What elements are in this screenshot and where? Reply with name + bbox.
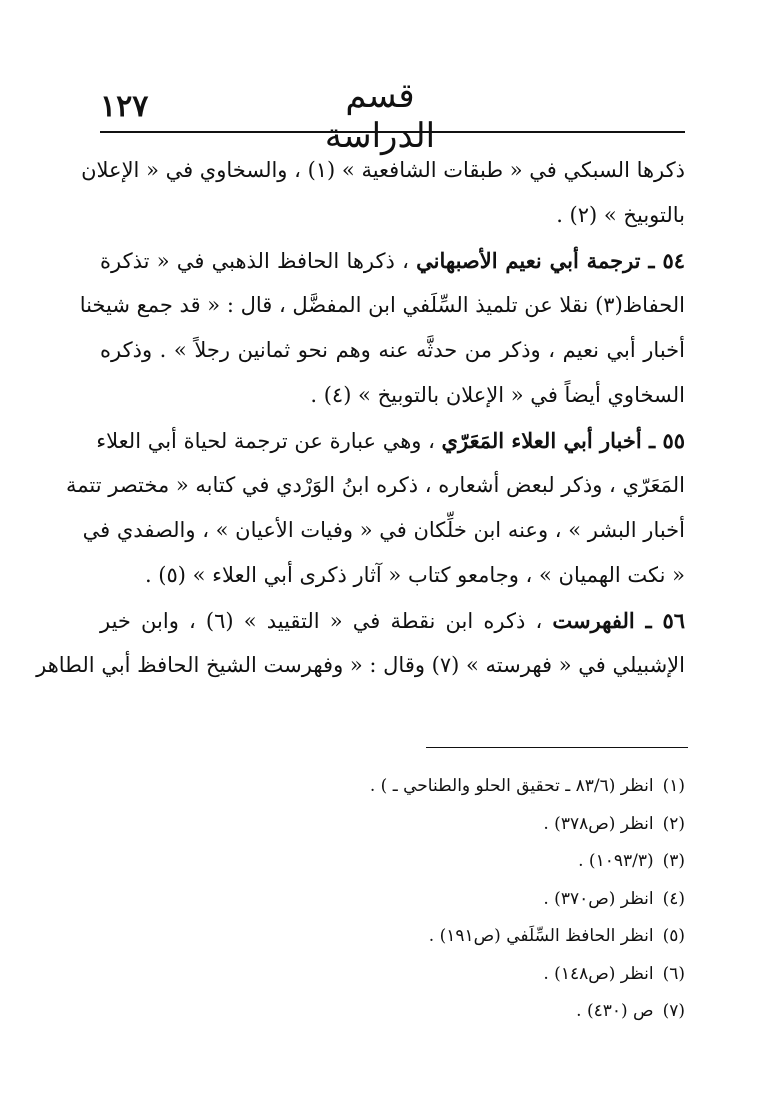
footnote-number: (٧) [662,1001,685,1021]
footnote-number: (٤) [662,888,685,909]
footnote-3 [100,843,685,881]
footnote-text: ص (٤٣٠) . [576,1001,654,1021]
footnote-6 [100,956,685,994]
footnotes [100,768,685,1031]
text-line-9: أخبار البشر » ، وعنه ابن خلِّكان في « وفيات الأعيان » ، والصفدي في [82,518,685,542]
header-rule [100,131,685,133]
footnote-4 [100,881,685,919]
footnote-number: (٢) [662,813,685,834]
entry-55-heading-line: ٥٥ ـ أخبار أبي العلاء المَعَرّي ، وهي عبارة عن ترجمة لحياة أبي العلاء [96,428,685,453]
footnote-text: انظر (ص٣٧٠) . [543,888,654,909]
footnote-number: (٦) [662,963,685,984]
text-line-2: بالتوبيخ » (٢) . [556,203,685,227]
text-line-5: أخبار أبي نعيم ، وذكر من حدثَّه عنه وهم نحو ثمانين رجلاً » . وذكره [100,338,685,362]
running-header-title: قسم الدراسة [324,76,436,156]
text-line-1: ذكرها السبكي في « طبقات الشافعية » (١) ، والسخاوي في « الإعلان [81,158,685,182]
text-line-10: « نكت الهميان » ، وجامعو كتاب « آثار ذكرى أبي العلاء » (٥) . [144,563,685,587]
footnote-text: انظر (ص٣٧٨) . [543,813,654,834]
footnote-number: (٥) [662,926,685,946]
footnote-2 [100,806,685,844]
text-line-8: المَعَرّي ، وذكر لبعض أشعاره ، ذكره ابنُ الوَرْدي في كتابه « مختصر تتمة [66,473,685,497]
footnote-rule [426,747,688,748]
entry-56-title: ٥٦ ـ الفهرست [552,608,685,633]
text-line-12: الإشبيلي في « فهرسته » (٧) وقال : « وفهرست الشيخ الحافظ أبي الطاهر [36,653,685,677]
footnote-7 [100,993,685,1031]
page-number: ١٢٧ [100,89,149,124]
entry-55-title: ٥٥ ـ أخبار أبي العلاء المَعَرّي [441,428,685,453]
footnote-text: انظر (٨٣/٦ ـ تحقيق الحلو والطناحي ـ ) . [369,776,654,796]
footnote-1 [100,768,685,806]
footnote-5 [100,918,685,956]
footnote-number: (١) [662,776,685,796]
footnote-number: (٣) [662,851,685,871]
footnote-text: انظر الحافظ السِّلَفي (ص١٩١) . [428,926,654,946]
text-line-4: الحفاظ(٣) نقلا عن تلميذ السِّلَفي ابن المفضَّل ، قال : « قد جمع شيخنا [79,293,685,317]
entry-56-heading-line: ٥٦ ـ الفهرست ، ذكره ابن نقطة في « التقييد » (٦) ، وابن خير [100,608,685,633]
footnote-text: انظر (ص١٤٨) . [543,963,654,984]
entry-54-heading-line: ٥٤ ـ ترجمة أبي نعيم الأصبهاني ، ذكرها الحافظ الذهبي في « تذكرة [100,248,685,273]
body-text [36,148,685,688]
text-line-6: السخاوي أيضاً في « الإعلان بالتوبيخ » (٤) . [310,383,685,407]
footnote-text: (١٠٩٣/٣) . [578,851,654,871]
entry-54-title: ٥٤ ـ ترجمة أبي نعيم الأصبهاني [416,248,685,273]
